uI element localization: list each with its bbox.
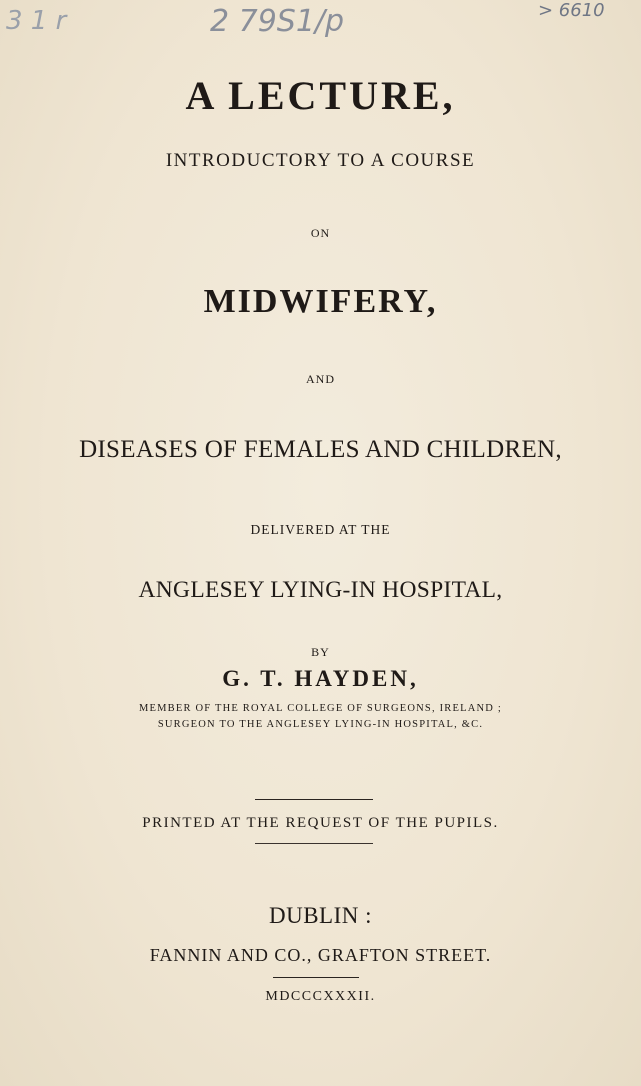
hospital-name: ANGLESEY LYING-IN HOSPITAL, (138, 577, 503, 603)
subject-heading: MIDWIFERY, (203, 283, 438, 320)
subject-subheading: DISEASES OF FEMALES AND CHILDREN, (79, 436, 562, 463)
author-credential-2: SURGEON TO THE ANGLESEY LYING-IN HOSPITAL, &C. (157, 719, 484, 730)
printing-note: PRINTED AT THE REQUEST OF THE PUPILS. (142, 815, 499, 831)
divider-rule (255, 843, 373, 844)
imprint-publisher: FANNIN AND CO., GRAFTON STREET. (149, 945, 492, 965)
page-title: A LECTURE, (185, 73, 456, 118)
imprint-city: DUBLIN : (268, 903, 373, 928)
connector-on: ON (310, 226, 331, 240)
subtitle-introductory: INTRODUCTORY TO A COURSE (165, 150, 476, 171)
handwritten-shelfmark: 2 79S1/p (210, 4, 345, 39)
divider-rule (255, 799, 373, 800)
handwritten-number: > 6610 (538, 0, 605, 21)
delivered-line: DELIVERED AT THE (250, 522, 391, 537)
author-name: G. T. HAYDEN, (222, 666, 419, 691)
connector-and: AND (306, 372, 335, 386)
author-credential-1: MEMBER OF THE ROYAL COLLEGE OF SURGEONS, IRELAND ; (138, 703, 503, 714)
divider-rule (273, 977, 359, 978)
connector-by: BY (311, 645, 330, 659)
imprint-year: MDCCCXXXII. (265, 989, 376, 1004)
handwritten-mark-left: 3 1 r (6, 6, 67, 36)
